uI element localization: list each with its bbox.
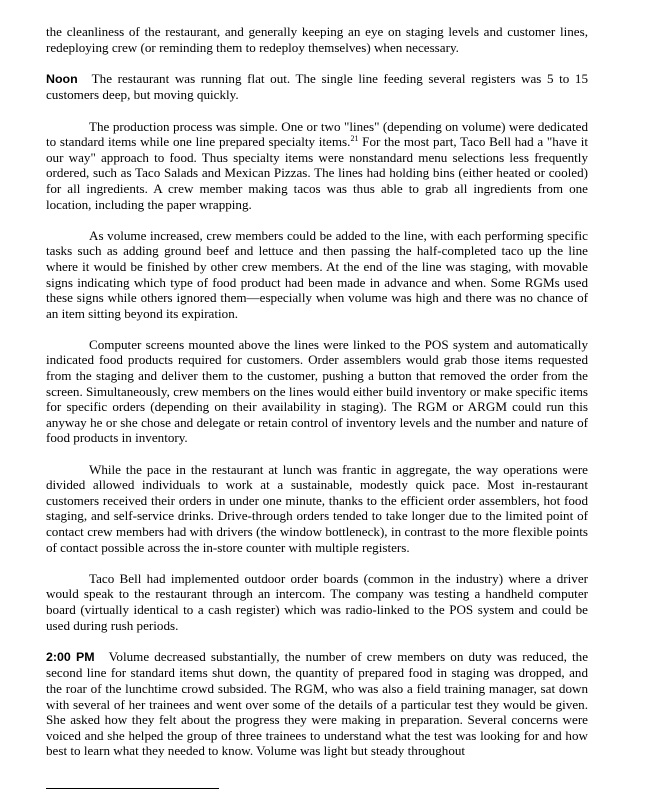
paragraph-text: the cleanliness of the restaurant, and generally keeping an eye on staging levels and customer lines, redeploying crew (or reminding them to redeploy themselves) when necessary. xyxy=(46,24,588,55)
paragraph-text: As volume increased, crew members could be added to the line, with each performing specific tasks such as adding ground beef and lettuce and then passing the half-completed taco up the line where it would be finished by other crew members. At the end of the line was staging, with movable signs indicating which type of food product had been made in advance and when. Some RGMs used these signs while others ignored them—especially when volume was high and there was no chance of an item sitting beyond its expiration. xyxy=(46,227,588,321)
footnote-separator xyxy=(46,788,219,789)
paragraph-noon xyxy=(46,71,588,103)
paragraph-text: For the most part, Taco Bell had a "have it our way" approach to food. Thus specialty items were nonstandard menu selections less frequently ordered, such as Taco Salads and Mexican Pizzas. The lines had holding bins (either heated or cooled) for all ingredients. A crew member making tacos was thus able to grab all ingredients from one location, including the paper wrapping. xyxy=(46,134,588,212)
paragraph-order-boards xyxy=(46,571,588,633)
paragraph-volume-increase xyxy=(46,228,588,322)
document-page xyxy=(46,24,588,775)
paragraph-continuation xyxy=(46,24,588,55)
paragraph-computer-screens xyxy=(46,337,588,446)
time-label-noon: Noon xyxy=(46,71,78,86)
paragraph-text: Volume decreased substantially, the number of crew members on duty was reduced, the second line for standard items shut down, the quantity of prepared food in staging was dropped, and the roar of the lunchtime crowd subsided. The RGM, who was also a field training manager, sat down with several of her trainees and went over some of the details of a particular test they would be given. She asked how they felt about the progress they were making in preparation. Several concerns were voiced and she helped the group of three trainees to understand what the test was looking for and how best to learn what they needed to know. Volume was light but steady throughout xyxy=(46,648,589,759)
paragraph-2pm xyxy=(46,649,588,759)
footnote-marker: 21 xyxy=(350,134,359,144)
paragraph-text: The production process was simple. One or two "lines" (depending on volume) were dedicated to standard items while one line prepared specialty items. xyxy=(46,118,588,150)
paragraph-text: Computer screens mounted above the lines were linked to the POS system and automatically indicated food products required for customers. Order assemblers would grab those items requested from the staging and deliver them to the customer, pushing a button that removed the order from the screen. Simultaneously, crew members on the lines would either build inventory or make specific items for specific orders (depending on their availability in staging). The RGM or ARGM could run this anyway he or she chose and delegate or retain control of inventory levels and the number and nature of food products in inventory. xyxy=(46,336,588,446)
time-label-2pm: 2:00 PM xyxy=(46,649,95,664)
paragraph-text: Taco Bell had implemented outdoor order boards (common in the industry) where a driver would speak to the restaurant through an intercom. The company was testing a handheld computer board (virtually identical to a cash register) which was radio-linked to the POS system and could be used during rush periods. xyxy=(46,570,588,633)
paragraph-lunch-pace xyxy=(46,462,588,556)
paragraph-production-process xyxy=(46,119,588,213)
paragraph-text: The restaurant was running flat out. The single line feeding several registers was 5 to 15 customers deep, but moving quickly. xyxy=(46,70,588,103)
paragraph-text: While the pace in the restaurant at lunch was frantic in aggregate, the way operations were divided allowed individuals to work at a sustainable, modestly quick pace. Most in-restaurant customers received their orders in under one minute, thanks to the efficient order assemblers, hot food staging, and self-service drinks. Drive-through orders tended to take longer due to the limited point of contact crew members had with drivers (the window bottleneck), in contrast to the more flexible points of contact possible across the in-store counter with multiple registers. xyxy=(46,461,588,555)
